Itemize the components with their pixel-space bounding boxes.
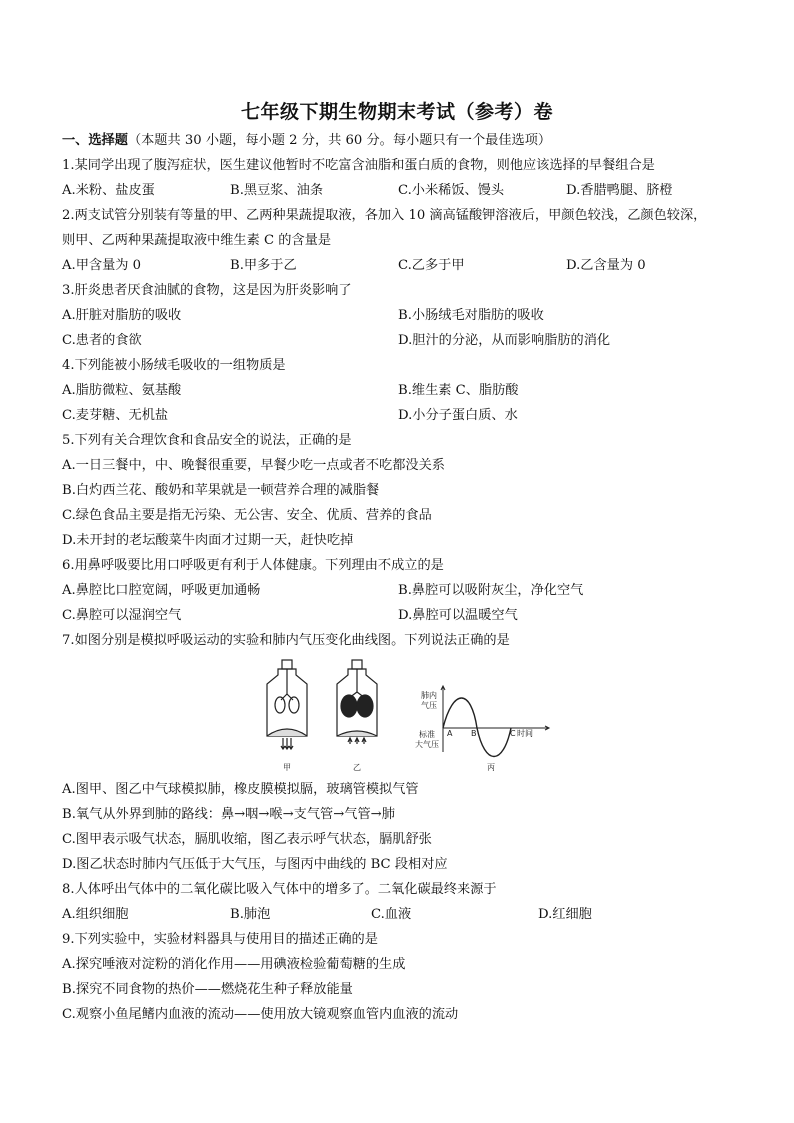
q8-option-c: C.血液	[371, 907, 412, 922]
q9-option-a: A.探究唾液对淀粉的消化作用——用碘液检验葡萄糖的生成	[62, 957, 406, 972]
q5-option-b: B.白灼西兰花、酸奶和苹果就是一顿营养合理的减脂餐	[62, 483, 380, 498]
q3-option-d: D.胆汁的分泌，从而影响脂肪的消化	[398, 333, 611, 348]
q1-option-d: D.香腊鸭腿、脐橙	[566, 183, 673, 198]
question-8-stem: 8.人体呼出气体中的二氧化碳比吸入气体中的增多了。二氧化碳最终来源于	[62, 882, 497, 897]
question-1-stem: 1.某同学出现了腹泻症状，医生建议他暂时不吃富含油脂和蛋白质的食物，则他应该选择的早餐组合是	[62, 158, 655, 173]
q9-option-c: C.观察小鱼尾鳍内血液的流动——使用放大镜观察血管内血液的流动	[62, 1007, 459, 1022]
q5-option-d: D.未开封的老坛酸菜牛肉面才过期一天，赶快吃掉	[62, 533, 354, 548]
point-c-label: C	[510, 729, 516, 738]
q7-option-d: D.图乙状态时肺内气压低于大气压，与图丙中曲线的 BC 段相对应	[62, 857, 448, 872]
q4-option-a: A.脂肪微粒、氨基酸	[62, 383, 182, 398]
page-title: 七年级下期生物期末考试（参考）卷	[240, 101, 553, 123]
q5-option-c: C.绿色食品主要是指无污染、无公害、安全、优质、营养的食品	[62, 508, 432, 523]
q7-option-c: C.图甲表示吸气状态，膈肌收缩，图乙表示呼气状态，膈肌舒张	[62, 832, 432, 847]
section-heading: 一、选择题	[62, 133, 128, 148]
y-top-label-1: 肺内	[421, 691, 437, 700]
q2-option-d: D.乙含量为 0	[566, 258, 646, 273]
q6-option-b: B.鼻腔可以吸附灰尘，净化空气	[398, 583, 584, 598]
section-heading-line	[62, 132, 551, 150]
q4-option-b: B.维生素 C、脂肪酸	[398, 383, 519, 398]
q1-option-b: B.黑豆浆、油条	[230, 183, 324, 198]
q6-option-c: C.鼻腔可以湿润空气	[62, 608, 182, 623]
y-mid-label-1: 标准	[419, 730, 435, 739]
question-2-stem-line-1: 2.两支试管分别装有等量的甲、乙两种果蔬提取液，各加入 10 滴高锰酸钾溶液后，甲颜色较浅，乙颜色较深，	[62, 208, 707, 223]
q4-option-d: D.小分子蛋白质、水	[398, 408, 518, 423]
q6-option-a: A.鼻腔比口腔宽阔，呼吸更加通畅	[62, 583, 261, 598]
q8-option-b: B.肺泡	[230, 907, 271, 922]
bell-jar-jia	[267, 660, 307, 749]
y-top-label-2: 气压	[421, 701, 437, 710]
q9-option-b: B.探究不同食物的热价——燃烧花生种子释放能量	[62, 982, 353, 997]
x-axis-label: 时间	[517, 729, 533, 738]
bell-jar-yi	[337, 660, 377, 744]
point-a-label: A	[447, 729, 453, 738]
question-3-stem: 3.肝炎患者厌食油腻的食物，这是因为肝炎影响了	[62, 283, 352, 298]
question-4-stem: 4.下列能被小肠绒毛吸收的一组物质是	[62, 358, 286, 373]
q2-option-c: C.乙多于甲	[398, 258, 465, 273]
question-6-stem: 6.用鼻呼吸要比用口呼吸更有利于人体健康。下列理由不成立的是	[62, 558, 444, 573]
q7-option-a: A.图甲、图乙中气球模拟肺，橡皮膜模拟膈，玻璃管模拟气管	[62, 782, 419, 797]
q1-option-c: C.小米稀饭、馒头	[398, 183, 505, 198]
q2-option-b: B.甲多于乙	[230, 258, 297, 273]
y-mid-label-2: 大气压	[415, 740, 439, 749]
question-9-stem: 9.下列实验中，实验材料器具与使用目的描述正确的是	[62, 932, 378, 947]
figure-label-yi: 乙	[353, 763, 361, 772]
breathing-model-figure	[253, 658, 553, 776]
q3-option-b: B.小肠绒毛对脂肪的吸收	[398, 308, 544, 323]
figure-label-jia: 甲	[283, 763, 291, 772]
question-7-stem: 7.如图分别是模拟呼吸运动的实验和肺内气压变化曲线图。下列说法正确的是	[62, 633, 510, 648]
question-5-stem: 5.下列有关合理饮食和食品安全的说法，正确的是	[62, 433, 352, 448]
q2-option-a: A.甲含量为 0	[62, 258, 142, 273]
q7-option-b: B.氧气从外界到肺的路线：鼻→咽→喉→支气管→气管→肺	[62, 807, 395, 822]
section-note: （本题共 30 小题，每小题 2 分，共 60 分。每小题只有一个最佳选项）	[127, 133, 552, 148]
question-2-stem-line-2: 则甲、乙两种果蔬提取液中维生素 C 的含量是	[62, 233, 332, 248]
q3-option-c: C.患者的食欲	[62, 333, 142, 348]
q5-option-a: A.一日三餐中，中、晚餐很重要，早餐少吃一点或者不吃都没关系	[62, 458, 445, 473]
q1-option-a: A.米粉、盐皮蛋	[62, 183, 155, 198]
q4-option-c: C.麦芽糖、无机盐	[62, 408, 169, 423]
pressure-graph-bing	[441, 686, 549, 757]
q8-option-a: A.组织细胞	[62, 907, 129, 922]
q6-option-d: D.鼻腔可以温暖空气	[398, 608, 518, 623]
q8-option-d: D.红细胞	[538, 907, 592, 922]
figure-label-bing: 丙	[487, 763, 495, 772]
point-b-label: B	[471, 729, 477, 738]
q3-option-a: A.肝脏对脂肪的吸收	[62, 308, 182, 323]
